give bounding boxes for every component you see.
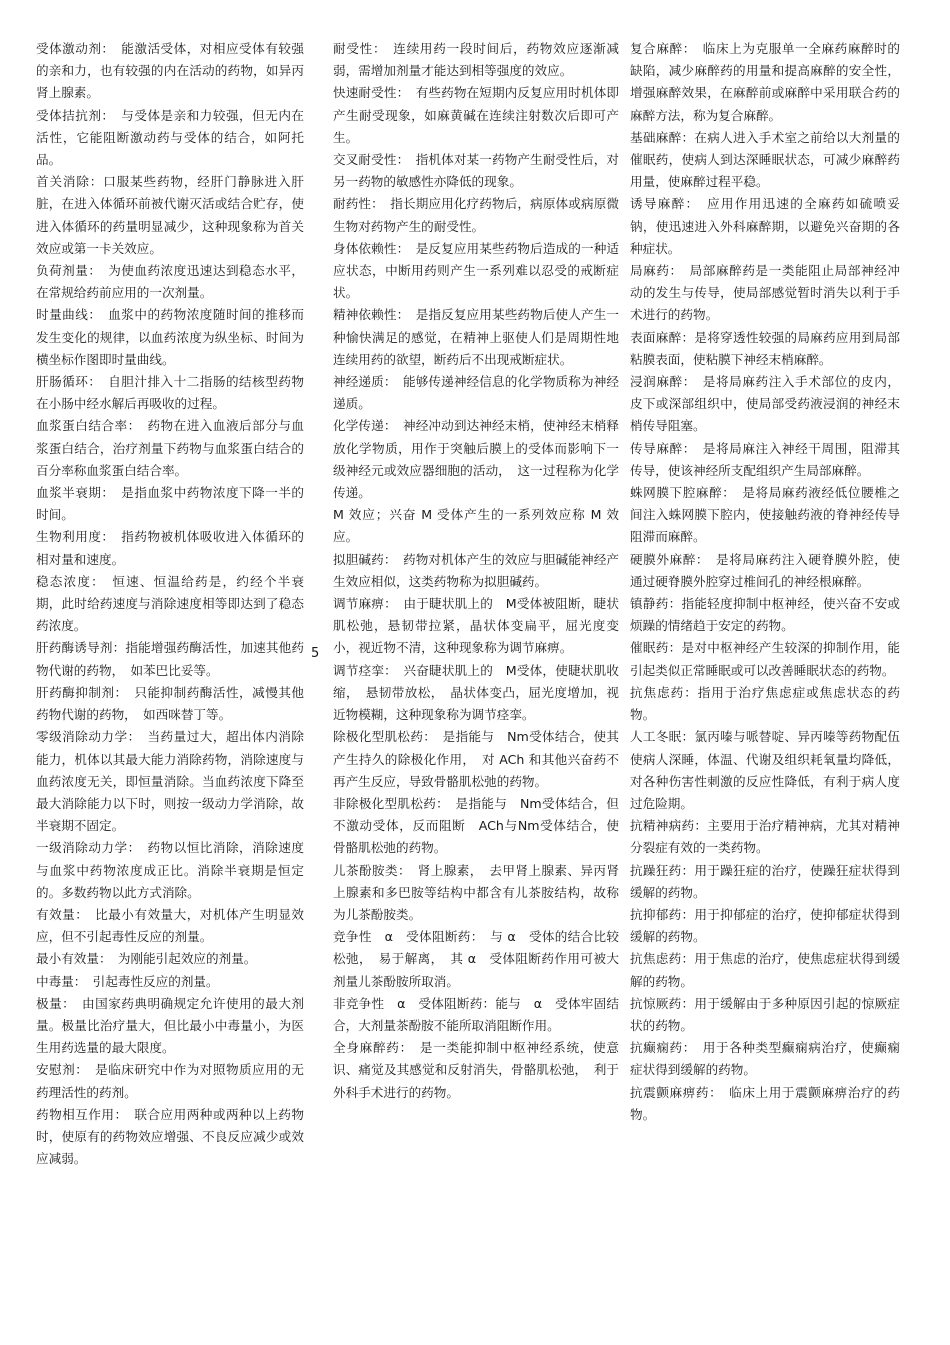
definition-paragraph: 耐药性： 指长期应用化疗药物后，病原体或病原微生物对药物产生的耐受性。 — [333, 196, 619, 234]
definition-paragraph: 抗惊厥药：用于缓解由于多种原因引起的惊厥症状的药物。 — [630, 995, 900, 1033]
definition-paragraph: 血浆蛋白结合率： 药物在进入血液后部分与血浆蛋白结合，治疗剂量下药物与血浆蛋白结合的百分率称血浆蛋白结合率。 — [36, 418, 304, 478]
definition-paragraph: 抗癫痫药： 用于各种类型癫痫病治疗，使癫痫症状得到缓解的药物。 — [630, 1040, 900, 1078]
definition-paragraph: 化学传递： 神经冲动到达神经末梢，使神经末梢释放化学物质，用作于突触后膜上的受体而影响下一级神经元或效应器细胞的活动， 这一过程称为化学传递。 — [333, 418, 619, 501]
definition-paragraph: 精神依赖性： 是指反复应用某些药物后使人产生一种愉快满足的感觉，在精神上驱使人们是周期性地连续用药的欲望，断药后不出现戒断症状。 — [333, 307, 619, 367]
definition-paragraph: 除极化型肌松药： 是指能与 Nm受体结合，使其产生持久的除极化作用， 对 ACh 和其他兴奋药不再产生反应，导致骨骼肌松弛的药物。 — [333, 729, 619, 789]
definition-paragraph: 竞争性 α 受体阻断药： 与 α 受体的结合比较松弛， 易于解离， 其 α 受体阻断药作用可被大剂量儿茶酚胺所取消。 — [333, 929, 619, 989]
definition-paragraph: 传导麻醉： 是将局麻注入神经干周围，阻滞其传导，使该神经所支配组织产生局部麻醉。 — [630, 440, 900, 478]
definition-paragraph: 抗焦虑药：用于焦虑的治疗，使焦虑症状得到缓解的药物。 — [630, 951, 900, 989]
definition-paragraph: 耐受性： 连续用药一段时间后，药物效应逐渐减弱，需增加剂量才能达到相等强度的效应。 — [333, 41, 619, 79]
definition-paragraph: 首关消除：口服某些药物，经肝门静脉进入肝脏，在进入体循环前被代谢灭活或结合贮存，使进入体循环的药量明显减少，这种现象称为首关效应或第一卡关效应。 — [36, 174, 304, 256]
definition-paragraph: 调节痉挛： 兴奋睫状肌上的 M受体，使睫状肌收缩， 悬韧带放松， 晶状体变凸，屈光度增加，视近物模糊，这种现象称为调节痉挛。 — [333, 662, 619, 723]
definition-paragraph: 药物相互作用： 联合应用两种或两种以上药物时，使原有的药物效应增强、不良反应减少或效应减弱。 — [36, 1106, 304, 1167]
definition-paragraph: 硬膜外麻醉： 是将局麻药注入硬脊膜外腔，使通过硬脊膜外腔穿过椎间孔的神经根麻醉。 — [630, 551, 900, 589]
definition-paragraph: 受体激动剂： 能激活受体，对相应受体有较强的亲和力，也有较强的内在活动的药物，如异丙肾上腺素。 — [36, 41, 304, 101]
definition-paragraph: M 效应；兴奋 M 受体产生的一系列效应称 M 效应。 — [333, 507, 619, 545]
definition-paragraph: 抗躁狂药：用于躁狂症的治疗，使躁狂症状得到缓解的药物。 — [630, 862, 900, 900]
definition-paragraph: 表面麻醉：是将穿透性较强的局麻药应用到局部粘膜表面，使粘膜下神经末梢麻醉。 — [630, 329, 900, 367]
definition-paragraph: 全身麻醉药： 是一类能抑制中枢神经系统，使意识、痛觉及其感觉和反射消失，骨骼肌松弛， 利于外科手术进行的药物。 — [333, 1040, 619, 1100]
definition-paragraph: 零级消除动力学： 当药量过大，超出体内消除能力，机体以其最大能力消除药物，消除速度与血药浓度无关，即恒量消除。当血药浓度下降至最大消除能力以下时，则按一级动力学消除，故半衰期不固定。 — [36, 729, 304, 834]
definition-paragraph: 最小有效量： 为刚能引起效应的剂量。 — [36, 951, 257, 967]
definition-paragraph: 快速耐受性： 有些药物在短期内反复应用时机体即产生耐受现象，如麻黄碱在连续注射数次后即可产生。 — [333, 85, 619, 145]
definition-paragraph: 蛛网膜下腔麻醉： 是将局麻药液经低位腰椎之间注入蛛网膜下腔内，使接触药液的脊神经传导阻滞而麻醉。 — [630, 485, 900, 545]
definition-paragraph: 时量曲线： 血浆中的药物浓度随时间的推移而发生变化的规律，以血药浓度为纵坐标、时间为横坐标作图即时量曲线。 — [36, 307, 304, 367]
definition-paragraph: 极量： 由国家药典明确规定允许使用的最大剂量。极量比治疗量大，但比最小中毒量小，为医生用药选量的最大限度。 — [36, 995, 304, 1056]
definition-paragraph: 有效量： 比最小有效量大，对机体产生明显效应，但不引起毒性反应的剂量。 — [36, 906, 304, 945]
definition-paragraph: 肝药酶抑制剂： 只能抑制药酶活性，减慢其他药物代谢的药物， 如西咪替丁等。 — [36, 684, 304, 723]
text-column-middle — [333, 38, 619, 1104]
definition-paragraph: 浸润麻醉： 是将局麻药注入手术部位的皮内，皮下或深部组织中，使局部受药液浸润的神经末梢传导阻塞。 — [630, 374, 900, 434]
definition-paragraph: 肝肠循环： 自胆汁排入十二指肠的结核型药物在小肠中经水解后再吸收的过程。 — [36, 374, 304, 412]
text-column-right — [630, 38, 900, 1126]
definition-paragraph: 非竞争性 α 受体阻断药：能与 α 受体牢固结合，大剂量茶酚胺不能所取消阻断作用。 — [333, 995, 619, 1033]
definition-paragraph: 中毒量： 引起毒性反应的剂量。 — [36, 973, 219, 989]
definition-paragraph: 非除极化型肌松药： 是指能与 Nm受体结合，但不激动受体，反而阻断 ACh与Nm受体结合，使骨骼肌松弛的药物。 — [333, 795, 619, 856]
definition-paragraph: 抗焦虑药：指用于治疗焦虑症或焦虑状态的药物。 — [630, 684, 900, 723]
definition-paragraph: 肝药酶诱导剂：指能增强药酶活性，加速其他药物代谢的药物， 如苯巴比妥等。 — [36, 640, 304, 678]
definition-paragraph: 镇静药：指能轻度抑制中枢神经，使兴奋不安或烦躁的情绪趋于安定的药物。 — [630, 596, 900, 634]
definition-paragraph: 基础麻醉：在病人进入手术室之前给以大剂量的催眠药，使病人到达深睡眠状态，可减少麻醉药用量，使麻醉过程平稳。 — [630, 129, 900, 190]
definition-paragraph: 局麻药： 局部麻醉药是一类能阻止局部神经冲动的发生与传导，使局部感觉暂时消失以利于手术进行的药物。 — [630, 263, 900, 323]
definition-paragraph: 儿茶酚胺类： 肾上腺素， 去甲肾上腺素、异丙肾上腺素和多巴胺等结构中都含有儿茶胺结构，故称为儿茶酚胺类。 — [333, 862, 619, 922]
definition-paragraph: 受体拮抗剂： 与受体是亲和力较强，但无内在活性，它能阻断激动药与受体的结合，如阿托品。 — [36, 107, 304, 168]
definition-paragraph: 催眠药：是对中枢神经产生较深的抑制作用，能引起类似正常睡眠或可以改善睡眠状态的药物。 — [630, 640, 900, 678]
definition-paragraph: 抗精神病药：主要用于治疗精神病，尤其对精神分裂症有效的一类药物。 — [630, 818, 900, 856]
definition-paragraph: 安慰剂： 是临床研究中作为对照物质应用的无药理活性的药剂。 — [36, 1062, 304, 1100]
definition-paragraph: 神经递质： 能够传递神经信息的化学物质称为神经递质。 — [333, 374, 619, 412]
definition-paragraph: 交叉耐受性： 指机体对某一药物产生耐受性后，对另一药物的敏感性亦降低的现象。 — [333, 152, 619, 190]
definition-paragraph: 调节麻痹： 由于睫状肌上的 M受体被阻断，睫状肌松弛，悬韧带拉紧，晶状体变扁平，屈光度变小，视近物不清，这种现象称为调节麻痹。 — [333, 596, 619, 656]
definition-paragraph: 一级消除动力学： 药物以恒比消除，消除速度与血浆中药物浓度成正比。消除半衰期是恒定的。多数药物以此方式消除。 — [36, 840, 304, 900]
definition-paragraph: 复合麻醉： 临床上为克服单一全麻药麻醉时的缺陷，减少麻醉药的用量和提高麻醉的安全性，增强麻醉效果，在麻醉前或麻醉中采用联合药的麻醉方法，称为复合麻醉。 — [630, 41, 900, 123]
definition-paragraph: 诱导麻醉： 应用作用迅速的全麻药如硫喷妥钠，使迅速进入外科麻醉期，以避免兴奋期的各种症状。 — [630, 196, 900, 256]
definition-paragraph: 血浆半衰期： 是指血浆中药物浓度下降一半的时间。 — [36, 485, 304, 523]
page-number: 5 — [311, 646, 320, 661]
definition-paragraph: 人工冬眠：氯丙嗪与哌替啶、异丙嗪等药物配伍使病人深睡，体温、代谢及组织耗氧量均降低，对各种伤害性刺激的反应性降低，有利于病人度过危险期。 — [630, 729, 900, 811]
definition-paragraph: 抗抑郁药：用于抑郁症的治疗，使抑郁症状得到缓解的药物。 — [630, 906, 900, 945]
definition-paragraph: 身体依赖性： 是反复应用某些药物后造成的一种适应状态，中断用药则产生一系列难以忍受的戒断症状。 — [333, 240, 619, 301]
text-column-left — [36, 38, 304, 1170]
definition-paragraph: 生物利用度： 指药物被机体吸收进入体循环的相对量和速度。 — [36, 529, 304, 567]
definition-paragraph: 拟胆碱药： 药物对机体产生的效应与胆碱能神经产生效应相似，这类药物称为拟胆碱药。 — [333, 551, 619, 589]
definition-paragraph: 抗震颤麻痹药： 临床上用于震颤麻痹治疗的药物。 — [630, 1084, 900, 1122]
definition-paragraph: 稳态浓度： 恒速、恒温给药是，约经个半衰期，此时给药速度与消除速度相等即达到了稳态药浓度。 — [36, 573, 304, 634]
definition-paragraph: 负荷剂量： 为使血药浓度迅速达到稳态水平，在常规给药前应用的一次剂量。 — [36, 263, 304, 301]
